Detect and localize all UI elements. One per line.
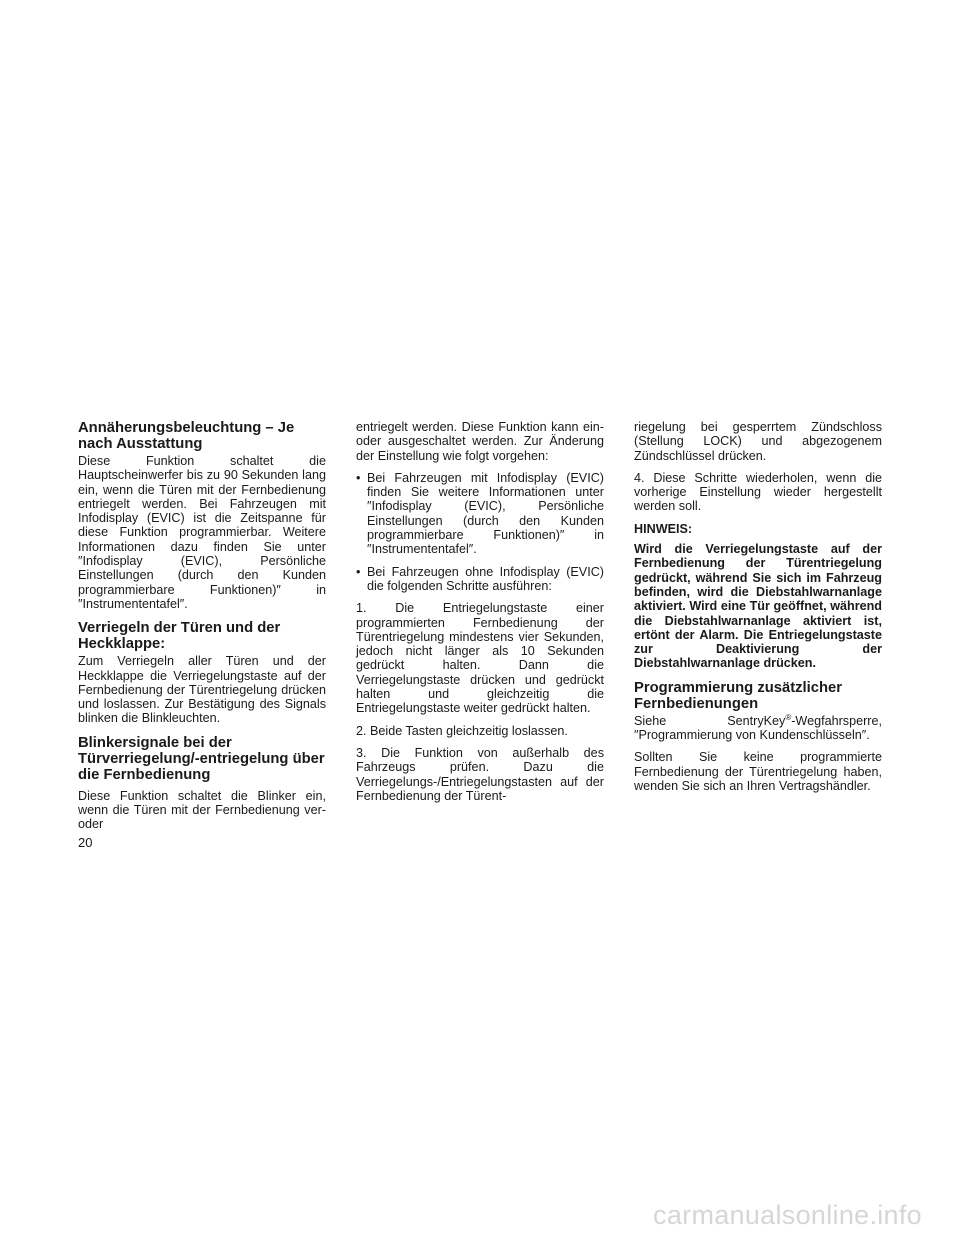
bullet-text: Bei Fahrzeugen ohne Infodisplay (EVIC) die folgenden Schritte ausführen: — [367, 564, 604, 593]
step-3: 3. Die Funktion von außerhalb des Fahrzeugs prüfen. Dazu die Verriegelungs-/Entriegelungstasten auf der Fernbedienung der Türent- — [356, 745, 604, 803]
paragraph-sentrykey — [634, 714, 882, 743]
bullet-item — [356, 565, 604, 594]
bullet-icon: • — [356, 470, 361, 485]
paragraph-turn-signals: Diese Funktion schaltet die Blinker ein, wenn die Türen mit der Fernbedienung ver- oder — [78, 788, 326, 832]
step-2: 2. Beide Tasten gleichzeitig loslassen. — [356, 723, 568, 738]
page-number: 20 — [78, 835, 93, 850]
watermark: carmanualsonline.info — [653, 1200, 922, 1230]
bullet-icon: • — [356, 564, 361, 579]
column-right — [634, 420, 882, 801]
sentrykey-text-rest: -Wegfahrsperre, ″Programmierung von Kundenschlüsseln″. — [634, 713, 882, 743]
column-left — [78, 420, 326, 832]
paragraph-continuation: entriegelt werden. Diese Funktion kann ein- oder ausgeschaltet werden. Zur Änderung der Einstellung wie folgt vorgehen: — [356, 420, 604, 463]
column-middle — [356, 420, 604, 803]
paragraph-locking-doors: Zum Verriegeln aller Türen und der Heckklappe die Verriegelungstaste auf der Fernbedienung der Türentriegelung drücken und loslassen. Zur Bestätigung des Signals blinken die Blinkleuchten. — [78, 654, 326, 726]
heading-programming-remotes: Programmierung zusätzlicher Fernbedienungen — [634, 679, 843, 712]
bullet-text: Bei Fahrzeugen mit Infodisplay (EVIC) finden Sie weitere Informationen unter ″Infodisplay (EVIC), Persönliche Einstellungen (durch den Kunden programmierbare Funktionen)″ in ″Instrumententafel″. — [367, 470, 604, 557]
sentrykey-text: Siehe SentryKey — [634, 713, 786, 728]
paragraph-continuation: riegelung bei gesperrtem Zündschloss (Stellung LOCK) und abgezogenem Zündschlüssel drücken. — [634, 420, 882, 463]
step-1: 1. Die Entriegelungstaste einer programmierten Fernbedienung der Türentriegelung mindestens vier Sekunden, jedoch nicht länger als 10 Sekunden gedrückt halten. Dann die Verriegelungstaste drücken und gedrückt halten und gleichzeitig die Entriegelungstaste weiter gedrückt halten. — [356, 601, 604, 716]
paragraph-approach-lighting: Diese Funktion schaltet die Hauptscheinwerfer bis zu 90 Sekunden lang ein, wenn die Türen mit der Fernbedienung entriegelt werden. Bei Fahrzeugen mit Infodisplay (EVIC) ist die Zeitspanne für diese Funktion programmierbar. Weitere Informationen dazu finden Sie unter ″Infodisplay (EVIC), Persönliche Einstellungen (durch den Kunden programmierbare Funktionen)″ in ″Instrumententafel″. — [78, 454, 326, 611]
paragraph-dealer: Sollten Sie keine programmierte Fernbedienung der Türentriegelung haben, wenden Sie sich an Ihren Vertragshändler. — [634, 750, 882, 793]
heading-approach-lighting: Annäherungsbeleuchtung – Je nach Ausstattung — [78, 420, 295, 452]
heading-turn-signals: Blinkersignale bei der Türverriegelung/-entriegelung über die Fernbedienung — [78, 734, 325, 783]
registered-mark: ® — [785, 712, 792, 722]
heading-locking-doors: Verriegeln der Türen und der Heckklappe: — [78, 620, 281, 653]
bullet-item — [356, 471, 604, 557]
note-label: HINWEIS: — [634, 521, 693, 536]
step-4: 4. Diese Schritte wiederholen, wenn die vorherige Einstellung wieder hergestellt werden soll. — [634, 470, 882, 514]
note-text: Wird die Verriegelungstaste auf der Fernbedienung der Türentriegelung gedrückt, während Sie sich im Fahrzeug befinden, wird die Diebstahlwarnanlage aktiviert. Wird eine Tür geöffnet, während die Diebstahlwarnanlage aktiviert ist, ertönt der Alarm. Die Entriegelungstaste zur Deaktivierung der Diebstahlwarnanlage drücken. — [634, 542, 882, 671]
